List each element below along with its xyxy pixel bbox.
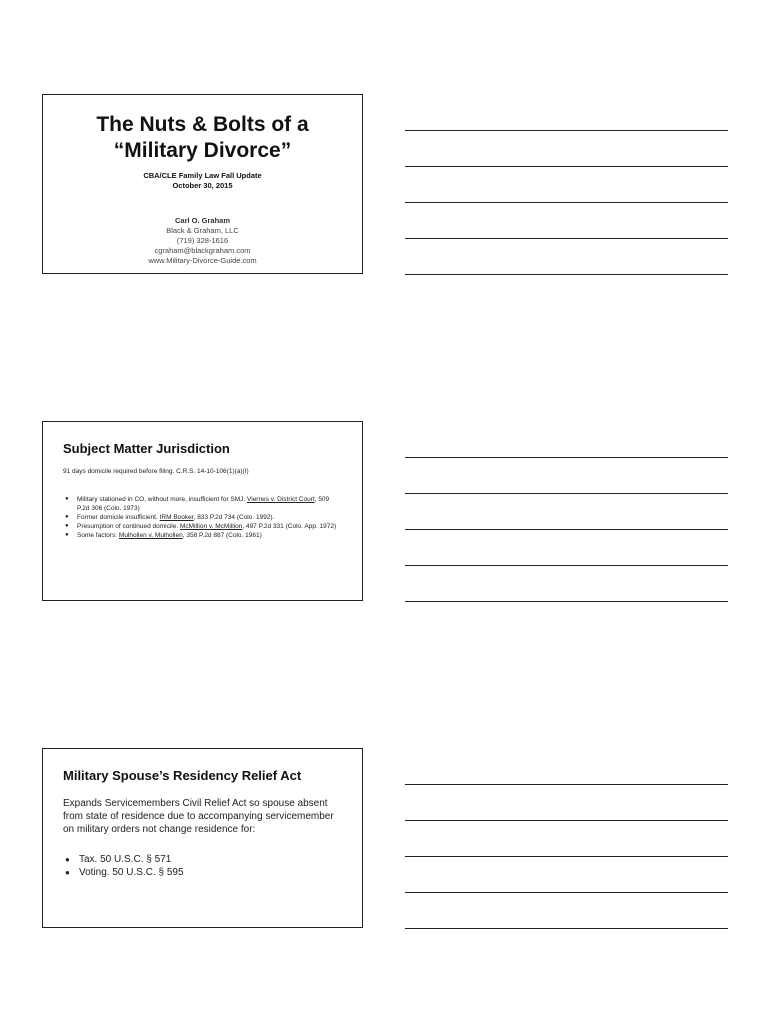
note-line [405,493,728,494]
note-line [405,202,728,203]
slide-heading: Subject Matter Jurisdiction [63,441,230,456]
author-name: Carl O. Graham [174,216,231,225]
slide-1 [42,94,363,274]
slide-heading: Military Spouse’s Residency Relief Act [63,768,302,783]
list-item [63,513,342,522]
bullet-text: Military stationed in CO, without more, insufficient for SMJ. [77,496,248,503]
website-url: www.Military-Divorce-Guide.com [148,256,257,265]
slide-intro: 91 days domicile required before filing. C.R.S. 14-10-106(1)(a)(I) [63,468,249,475]
note-line [405,784,728,785]
title-line-1: The Nuts & Bolts of a [96,113,309,136]
note-line [405,601,728,602]
case-name: Mulhollen v. Mulhollen [118,532,183,539]
note-line [405,238,728,239]
citation: , 497 P.2d 331 (Colo. App. 1972) [242,523,337,530]
note-line [405,130,728,131]
slide-intro: Expands Servicemembers Civil Relief Act so spouse absent from state of residence due to accompanying servicemember on military orders not change residence for: [63,798,334,835]
note-line [405,457,728,458]
slide-3 [42,748,363,928]
list-item: ● Tax. 50 U.S.C. § 571 [63,853,184,866]
list-item [63,495,342,513]
note-line [405,274,728,275]
case-name: McMillion v. McMillion [179,523,243,530]
list-item [63,531,342,540]
note-line [405,166,728,167]
list-item [63,522,342,531]
case-name: Viernes v. District Court [247,496,315,503]
note-line [405,856,728,857]
note-line [405,565,728,566]
event-date: October 30, 2015 [172,180,233,190]
case-name: IRM Booker [159,514,194,521]
slide-title [43,112,362,164]
note-line [405,928,728,929]
bullet-text: Former domicile insufficient. [77,514,160,521]
bullet-text: Presumption of continued domicile. [77,523,180,530]
firm-name: Black & Graham, LLC [166,226,239,235]
event-name: CBA/CLE Family Law Fall Update [143,171,262,180]
title-line-2: “Military Divorce” [113,139,292,162]
citation: , 358 P.2d 887 (Colo. 1961) [182,532,262,539]
bullet-text: Some factors: [77,532,119,539]
citation: , 509 P.2d 306 (Colo. 1973) [77,496,330,512]
email-address: cgraham@blackgraham.com [154,246,251,255]
note-line [405,529,728,530]
slide-2 [42,421,363,601]
note-line [405,892,728,893]
phone-number: (719) 328-1616 [176,236,229,245]
note-line [405,820,728,821]
citation: , 833 P.2d 734 (Colo. 1992). [193,514,275,521]
bullet-list [63,853,184,879]
slide-subtitle [43,171,362,190]
bullet-list [63,495,342,540]
list-item: ● Voting. 50 U.S.C. § 595 [63,866,184,879]
author-block [43,216,362,266]
